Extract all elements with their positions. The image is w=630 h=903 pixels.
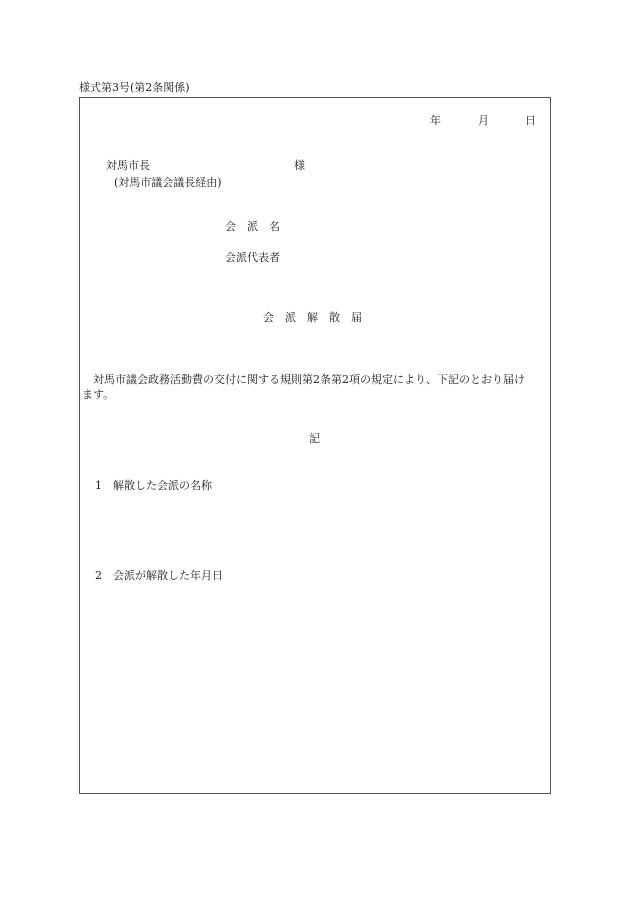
- faction-name-label: 会 派 名: [225, 220, 280, 233]
- addressee: 対馬市長: [106, 159, 150, 172]
- list-item-label: 会派が解散した年月日: [113, 569, 223, 582]
- addressee-honorific: 様: [294, 159, 305, 172]
- date-day-label: 日: [525, 114, 536, 127]
- date-year-label: 年: [430, 114, 441, 127]
- list-item: [95, 479, 212, 493]
- list-item-number: 2: [95, 569, 102, 582]
- form-number-label: 様式第3号(第2条関係): [79, 81, 190, 94]
- body-text-line-2: ます。: [82, 388, 115, 401]
- ki-heading: 記: [309, 432, 320, 445]
- list-item: [95, 569, 223, 583]
- document-title: 会 派 解 散 届: [263, 311, 362, 324]
- list-item-label: 解散した会派の名称: [113, 479, 212, 492]
- date-month-label: 月: [478, 114, 489, 127]
- via-chairman-note: (対馬市議会議長経由): [114, 176, 222, 189]
- faction-representative-label: 会派代表者: [225, 251, 280, 264]
- body-text-line-1: 対馬市議会政務活動費の交付に関する規則第2条第2項の規定により、下記のとおり届け: [93, 373, 525, 386]
- list-item-number: 1: [95, 479, 102, 492]
